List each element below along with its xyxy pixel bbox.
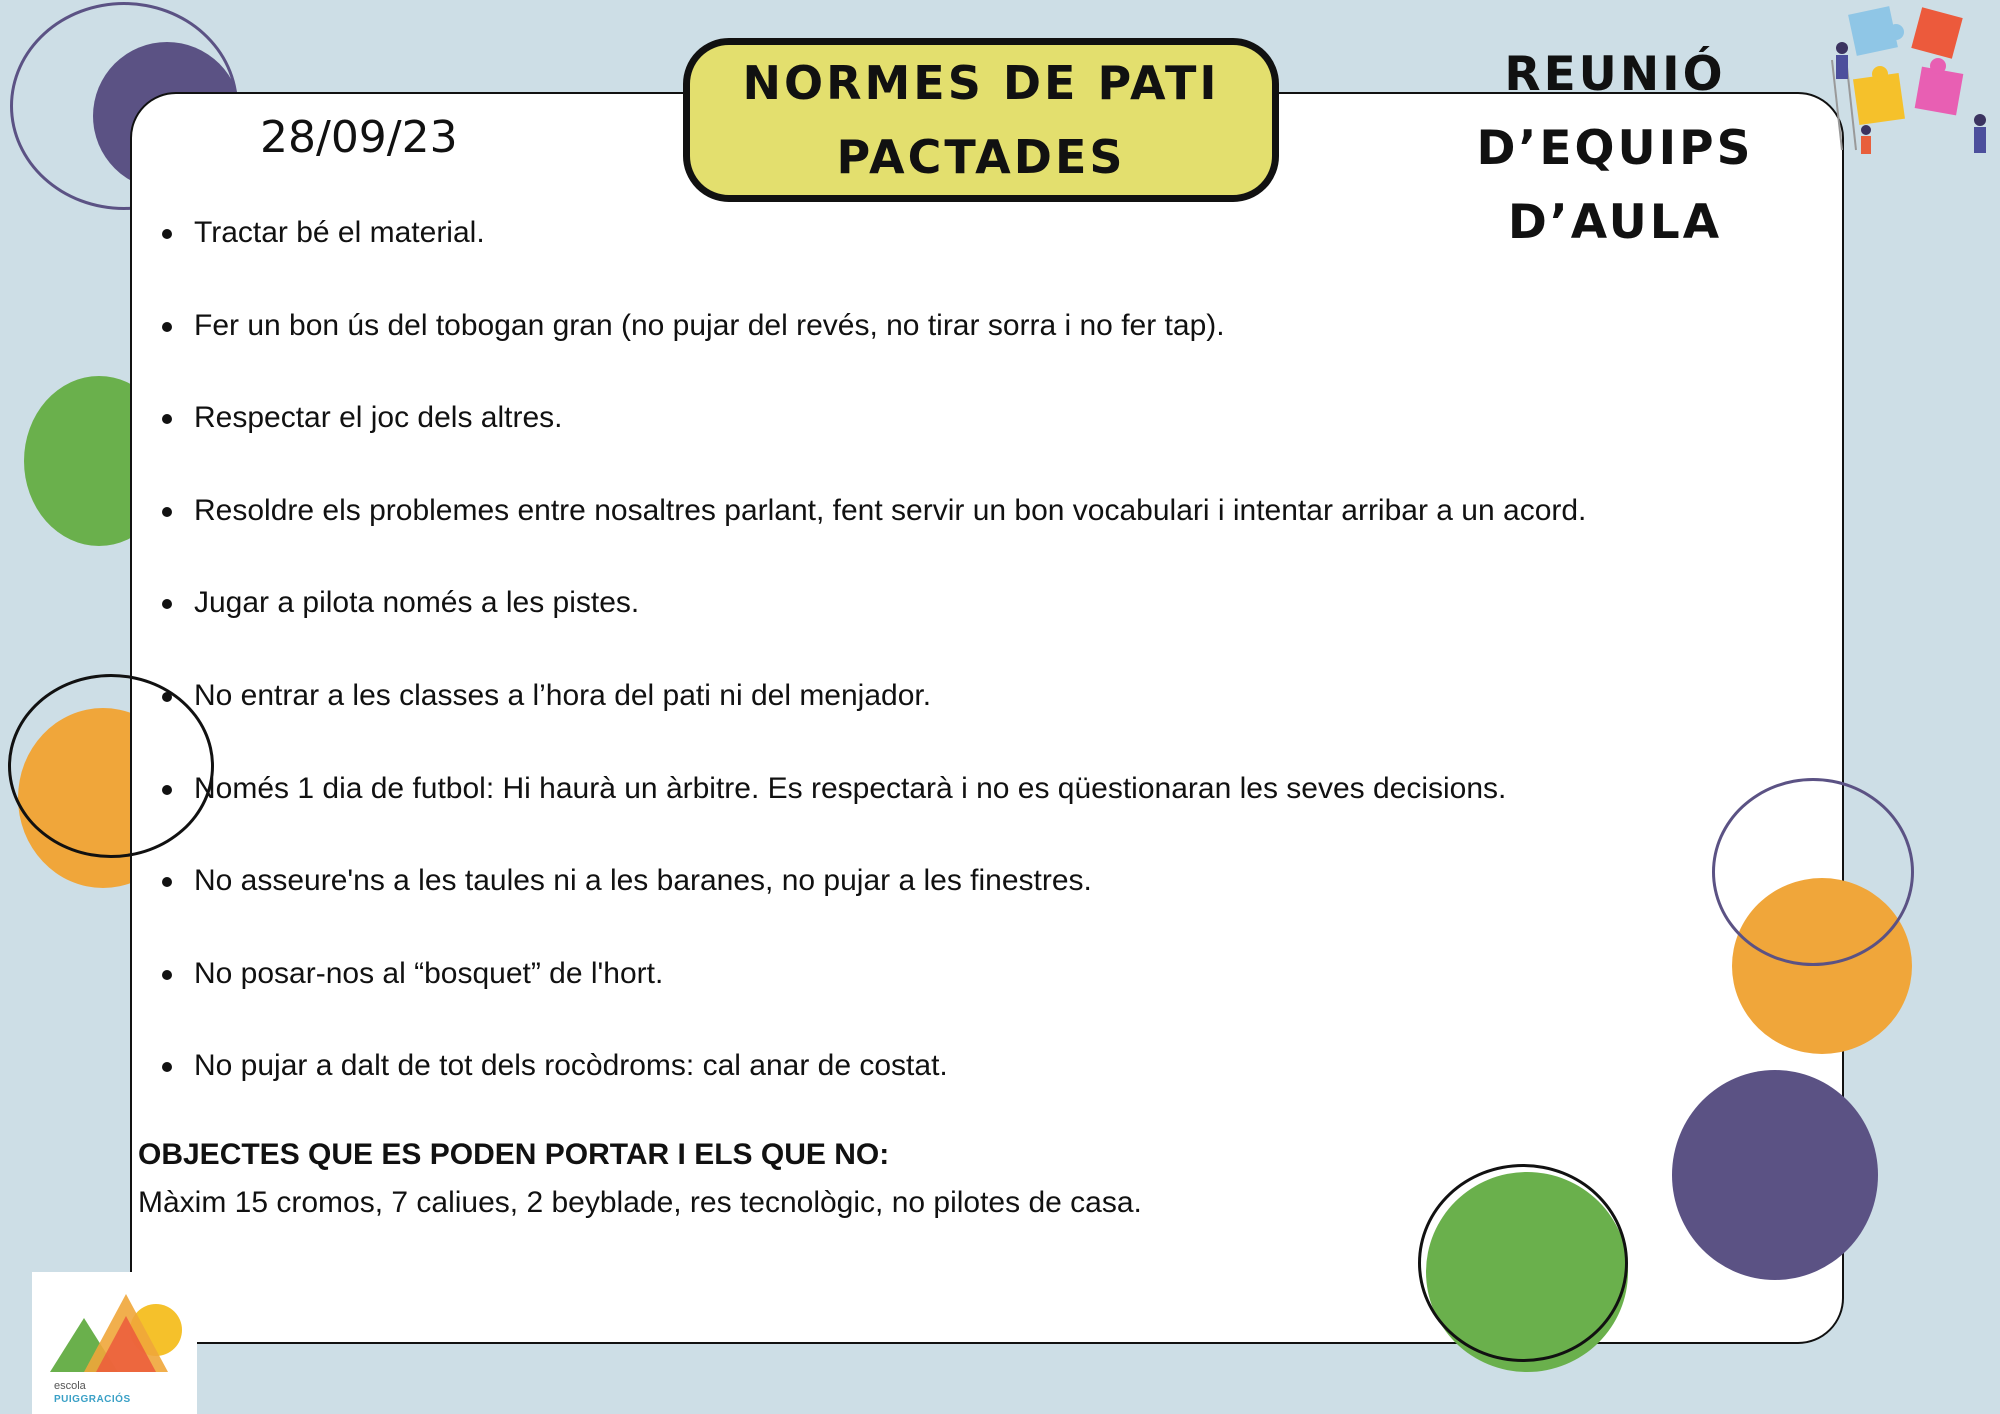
list-item: Tractar bé el material. bbox=[160, 200, 1720, 293]
list-item: Resoldre els problemes entre nosaltres parlant, fent servir un bon vocabulari i intentar arribar a un acord. bbox=[160, 478, 1720, 571]
bullet-icon bbox=[162, 785, 172, 795]
objects-heading: OBJECTES QUE ES PODEN PORTAR I ELS QUE NO: bbox=[138, 1138, 890, 1171]
heading-line-2: D’EQUIPS D’AULA bbox=[1476, 121, 1754, 250]
bullet-icon bbox=[162, 599, 172, 609]
meeting-date: 28/09/23 bbox=[260, 112, 458, 163]
list-item: No asseure'ns a les taules ni a les baranes, no pujar a les finestres. bbox=[160, 848, 1720, 941]
bullet-icon bbox=[162, 1062, 172, 1072]
list-item: Fer un bon ús del tobogan gran (no pujar del revés, no tirar sorra i no fer tap). bbox=[160, 293, 1720, 386]
list-item: No posar-nos al “bosquet” de l'hort. bbox=[160, 941, 1720, 1034]
list-item: No entrar a les classes a l’hora del pati ni del menjador. bbox=[160, 663, 1720, 756]
logo-school-name: PUIGGRACIÓS bbox=[54, 1394, 131, 1405]
list-item: Respectar el joc dels altres. bbox=[160, 385, 1720, 478]
bullet-icon bbox=[162, 970, 172, 980]
puzzle-pieces-illustration bbox=[1820, 0, 2000, 180]
bullet-icon bbox=[162, 322, 172, 332]
list-item: Només 1 dia de futbol: Hi haurà un àrbitre. Es respectarà i no es qüestionaran les seves decisions. bbox=[160, 756, 1720, 849]
rules-list bbox=[160, 200, 1720, 1126]
ring-decoration bbox=[1418, 1164, 1628, 1362]
title-line-1: NORMES DE PATI bbox=[742, 56, 1220, 110]
bullet-icon bbox=[162, 414, 172, 424]
title-line-2: PACTADES bbox=[836, 130, 1126, 184]
bullet-icon bbox=[162, 877, 172, 887]
bullet-icon bbox=[162, 507, 172, 517]
logo-shapes-icon bbox=[32, 1272, 197, 1382]
logo-caption: escola bbox=[54, 1380, 86, 1392]
bullet-icon bbox=[162, 229, 172, 239]
page-title bbox=[683, 38, 1279, 202]
objects-text: Màxim 15 cromos, 7 caliues, 2 beyblade, res tecnològic, no pilotes de casa. bbox=[138, 1186, 1142, 1219]
bullet-icon bbox=[162, 692, 172, 702]
heading-line-1: REUNIÓ bbox=[1504, 47, 1726, 102]
school-logo bbox=[32, 1272, 197, 1414]
list-item: Jugar a pilota només a les pistes. bbox=[160, 570, 1720, 663]
list-item: No pujar a dalt de tot dels rocòdroms: cal anar de costat. bbox=[160, 1033, 1720, 1126]
ring-decoration bbox=[1712, 778, 1914, 966]
